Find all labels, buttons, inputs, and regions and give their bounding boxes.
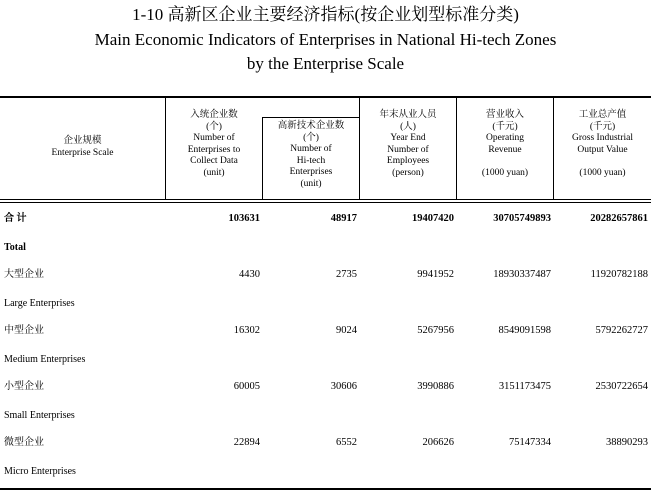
cell-employees: 3990886 xyxy=(417,381,454,392)
row-label-cn: 大型企业 xyxy=(4,269,44,280)
cell-output: 2530722654 xyxy=(595,381,648,392)
cell-output: 11920782188 xyxy=(590,269,648,280)
cell-enterprises: 16302 xyxy=(233,325,260,336)
header-industrial-output: 工业总产值 (千元) Gross Industrial Output Value (1000 yuan) xyxy=(572,110,633,178)
cell-revenue: 8549091598 xyxy=(498,325,551,336)
cell-enterprises: 22894 xyxy=(233,437,260,448)
row-label-en: Micro Enterprises xyxy=(4,466,76,477)
cell-employees: 19407420 xyxy=(412,213,454,224)
row-label-en: Large Enterprises xyxy=(4,298,75,309)
cell-revenue: 18930337487 xyxy=(493,269,551,280)
cell-revenue: 3151173475 xyxy=(498,381,551,392)
row-label-cn: 合 计 xyxy=(4,213,27,224)
cell-employees: 5267956 xyxy=(417,325,454,336)
header-rule-2 xyxy=(0,202,651,203)
row-label-cn: 微型企业 xyxy=(4,437,44,448)
header-rule-1 xyxy=(0,199,651,200)
header-operating-revenue: 营业收入 (千元) Operating Revenue (1000 yuan) xyxy=(481,110,529,178)
row-label-cn: 中型企业 xyxy=(4,325,44,336)
cell-employees: 9941952 xyxy=(417,269,454,280)
title-chinese: 1-10 高新区企业主要经济指标(按企业划型标准分类) xyxy=(132,5,519,24)
header-employees: 年末从业人员 (人) Year End Number of Employees (person) xyxy=(379,110,437,178)
header-enterprises-count: 入统企业数 (个) Number of Enterprises to Collect Data (unit) xyxy=(187,110,241,178)
cell-hitech: 6552 xyxy=(336,437,357,448)
cell-revenue: 30705749893 xyxy=(493,213,551,224)
cell-hitech: 30606 xyxy=(330,381,357,392)
cell-revenue: 75147334 xyxy=(509,437,551,448)
row-label-en: Medium Enterprises xyxy=(4,354,86,365)
cell-enterprises: 60005 xyxy=(233,381,260,392)
header-enterprise-scale: 企业规模 Enterprise Scale xyxy=(51,136,114,158)
title-english-line1: Main Economic Indicators of Enterprises in National Hi-tech Zones xyxy=(94,30,557,49)
cell-enterprises: 4430 xyxy=(239,269,260,280)
cell-hitech: 2735 xyxy=(336,269,357,280)
row-label-cn: 小型企业 xyxy=(4,381,44,392)
cell-enterprises: 103631 xyxy=(228,213,260,224)
cell-output: 20282657861 xyxy=(590,213,648,224)
row-label-en: Small Enterprises xyxy=(4,410,75,421)
header-hitech-count: 高新技术企业数 (个) Number of Hi-tech Enterprises (unit) xyxy=(277,121,345,189)
row-label-en: Total xyxy=(4,242,26,253)
cell-output: 5792262727 xyxy=(595,325,648,336)
title-english-line2: by the Enterprise Scale xyxy=(246,54,405,73)
cell-hitech: 9024 xyxy=(336,325,357,336)
hitech-header-rule xyxy=(262,117,359,118)
cell-output: 38890293 xyxy=(606,437,648,448)
cell-hitech: 48917 xyxy=(330,213,357,224)
cell-employees: 206626 xyxy=(422,437,454,448)
bottom-rule xyxy=(0,488,651,490)
